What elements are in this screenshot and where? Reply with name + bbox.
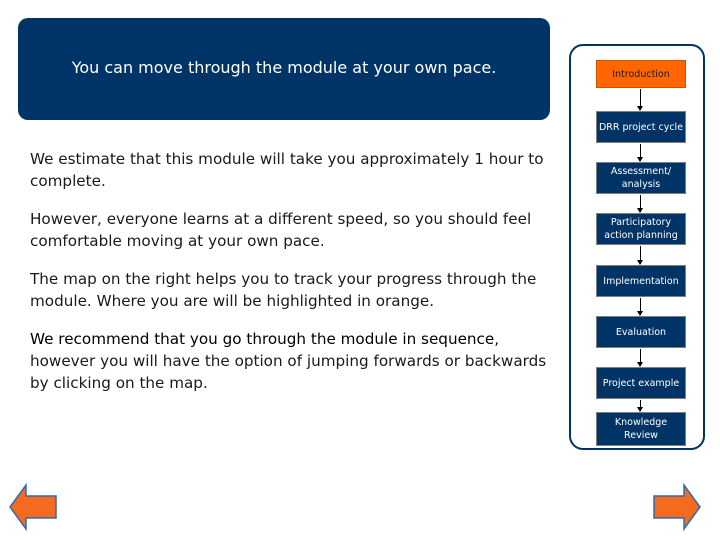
map-item-drr-project-cycle[interactable] [596, 111, 686, 143]
map-item-introduction[interactable] [596, 60, 686, 88]
banner-text: You can move through the module at your own pace. [71, 58, 497, 77]
paragraph-sequence-bold: We recommend that you go through the module in sequence [30, 330, 495, 348]
paragraph-map-text: The map on the right helps you to track your progress through the module. Where you are will be highlighted in orange. [30, 270, 537, 310]
map-item-label: Project example [602, 377, 680, 389]
map-item-label: DRR project cycle [598, 121, 684, 133]
map-connector-5 [640, 298, 641, 315]
arrow-right-icon [652, 482, 702, 532]
arrow-left-icon [8, 482, 58, 532]
map-connector-6 [640, 349, 641, 366]
map-item-knowledge-review[interactable] [596, 412, 686, 446]
map-connector-2 [640, 144, 641, 161]
map-item-participatory-action-planning[interactable] [596, 213, 686, 245]
map-item-project-example[interactable] [596, 367, 686, 399]
map-item-label: Implementation [603, 275, 679, 287]
map-item-label: Assessment/ analysis [610, 166, 672, 190]
next-button[interactable] [652, 482, 702, 532]
map-item-implementation[interactable] [596, 265, 686, 297]
map-connector-4 [640, 246, 641, 264]
paragraph-duration [30, 148, 560, 192]
map-connector-7 [640, 400, 641, 411]
paragraph-sequence-text [30, 328, 560, 394]
paragraph-sequence [30, 328, 560, 394]
map-connector-1 [640, 89, 641, 110]
map-item-evaluation[interactable] [596, 316, 686, 348]
map-connector-3 [640, 195, 641, 212]
map-item-label: Introduction [612, 68, 670, 80]
paragraph-pace-text: However, everyone learns at a different speed, so you should feel comfortable moving at your own pace. [30, 210, 532, 250]
map-item-assessment-analysis[interactable] [596, 162, 686, 194]
back-button[interactable] [8, 482, 58, 532]
intro-banner [18, 18, 550, 120]
paragraph-duration-text: We estimate that this module will take you approximately 1 hour to complete. [30, 150, 544, 190]
paragraph-map [30, 268, 560, 312]
map-item-label: Participatory action planning [604, 217, 678, 241]
map-item-label: Evaluation [615, 326, 667, 338]
paragraph-sequence-rest: , however you will have the option of jumping forwards or backwards by clicking on the map. [30, 330, 547, 392]
map-item-label: Knowledge Review [614, 417, 668, 441]
paragraph-pace [30, 208, 560, 252]
